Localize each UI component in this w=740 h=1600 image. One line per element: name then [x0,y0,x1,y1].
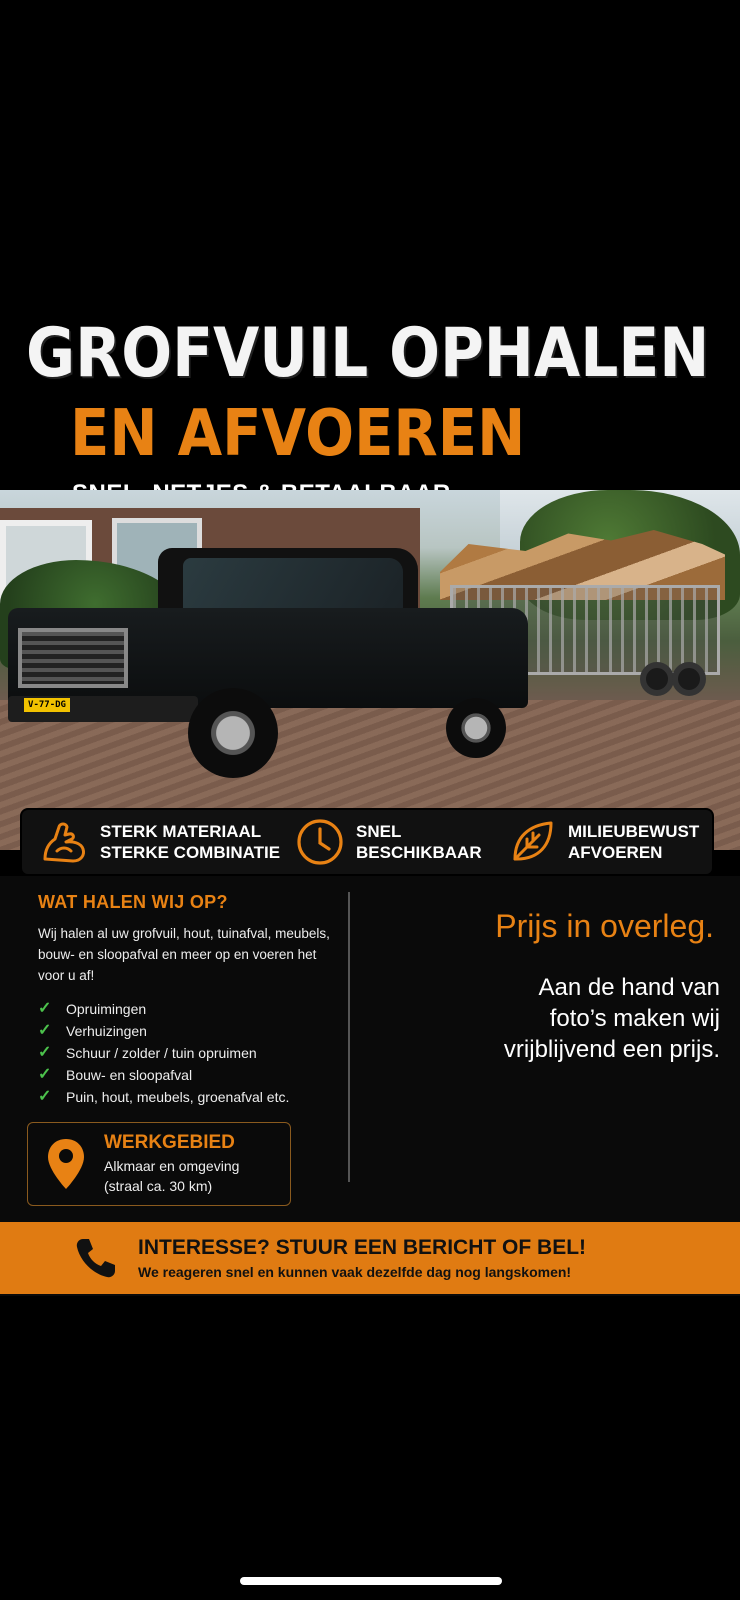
leaf-icon [506,816,558,868]
feature-item [38,810,286,874]
feature-text: STERK MATERIAAL STERKE COMBINATIE [100,822,281,862]
list-item [38,1064,338,1086]
feature-text: SNEL BESCHIKBAAR [356,822,482,862]
checkmark-icon: ✓ [38,1066,52,1083]
list-item-label: Verhuizingen [66,1023,147,1039]
list-item-label: Opruimingen [66,1001,147,1017]
services-column [38,892,338,1108]
headline [26,316,726,508]
feature-text: MILIEUBEWUST AFVOEREN [568,822,700,862]
price-description: Aan de hand van foto’s maken wij vrijblijvend een prijs. [503,974,720,1063]
clock-icon [294,816,346,868]
list-item-label: Schuur / zolder / tuin opruimen [66,1045,257,1061]
title-line-1: GROFVUIL OPHALEN [26,314,710,393]
home-indicator[interactable] [240,1577,502,1585]
checkmark-icon: ✓ [38,1000,52,1017]
checkmark-icon: ✓ [38,1022,52,1039]
license-plate: V-77-DG [24,698,70,712]
truck-grille [18,628,128,688]
list-item [38,1086,338,1108]
trailer-wheel [672,662,706,696]
pickup-truck [8,548,538,748]
work-area-details: Alkmaar en omgeving (straal ca. 30 km) [104,1158,240,1194]
services-title: WAT HALEN WIJ OP? [38,892,228,912]
cta-subtitle: We reageren snel en kunnen vaak dezelfde dag nog langskomen! [138,1264,572,1280]
work-area-title: WERKGEBIED [104,1132,235,1153]
truck-rear-tire [446,698,506,758]
list-item [38,998,338,1020]
list-item-label: Puin, hout, meubels, groenafval etc. [66,1089,290,1105]
list-item-label: Bouw- en sloopafval [66,1067,193,1083]
work-area-box [27,1122,291,1206]
contact-banner[interactable] [0,1222,740,1294]
checkmark-icon: ✓ [38,1044,52,1061]
checkmark-icon: ✓ [38,1088,52,1105]
feature-item [294,810,496,874]
trailer-wheel [640,662,674,696]
title-line-2: EN AFVOEREN [70,397,526,471]
column-divider [348,892,350,1182]
truck-front-tire [188,688,278,778]
muscle-arm-icon [38,816,90,868]
services-description: Wij halen al uw grofvuil, hout, tuinafval, meubels, bouw- en sloopafval en meer op en voeren het voor u af! [38,926,330,983]
features-bar [22,810,712,874]
phone-icon[interactable] [66,1228,126,1288]
list-item [38,1020,338,1042]
services-list [38,998,338,1108]
location-pin-icon [46,1137,86,1191]
truck-trailer-photo [0,490,740,850]
price-headline: Prijs in overleg. [495,908,714,944]
feature-item [506,810,706,874]
list-item [38,1042,338,1064]
cta-title: INTERESSE? STUUR EEN BERICHT OF BEL! [138,1236,587,1259]
advertisement-poster [0,300,740,1295]
